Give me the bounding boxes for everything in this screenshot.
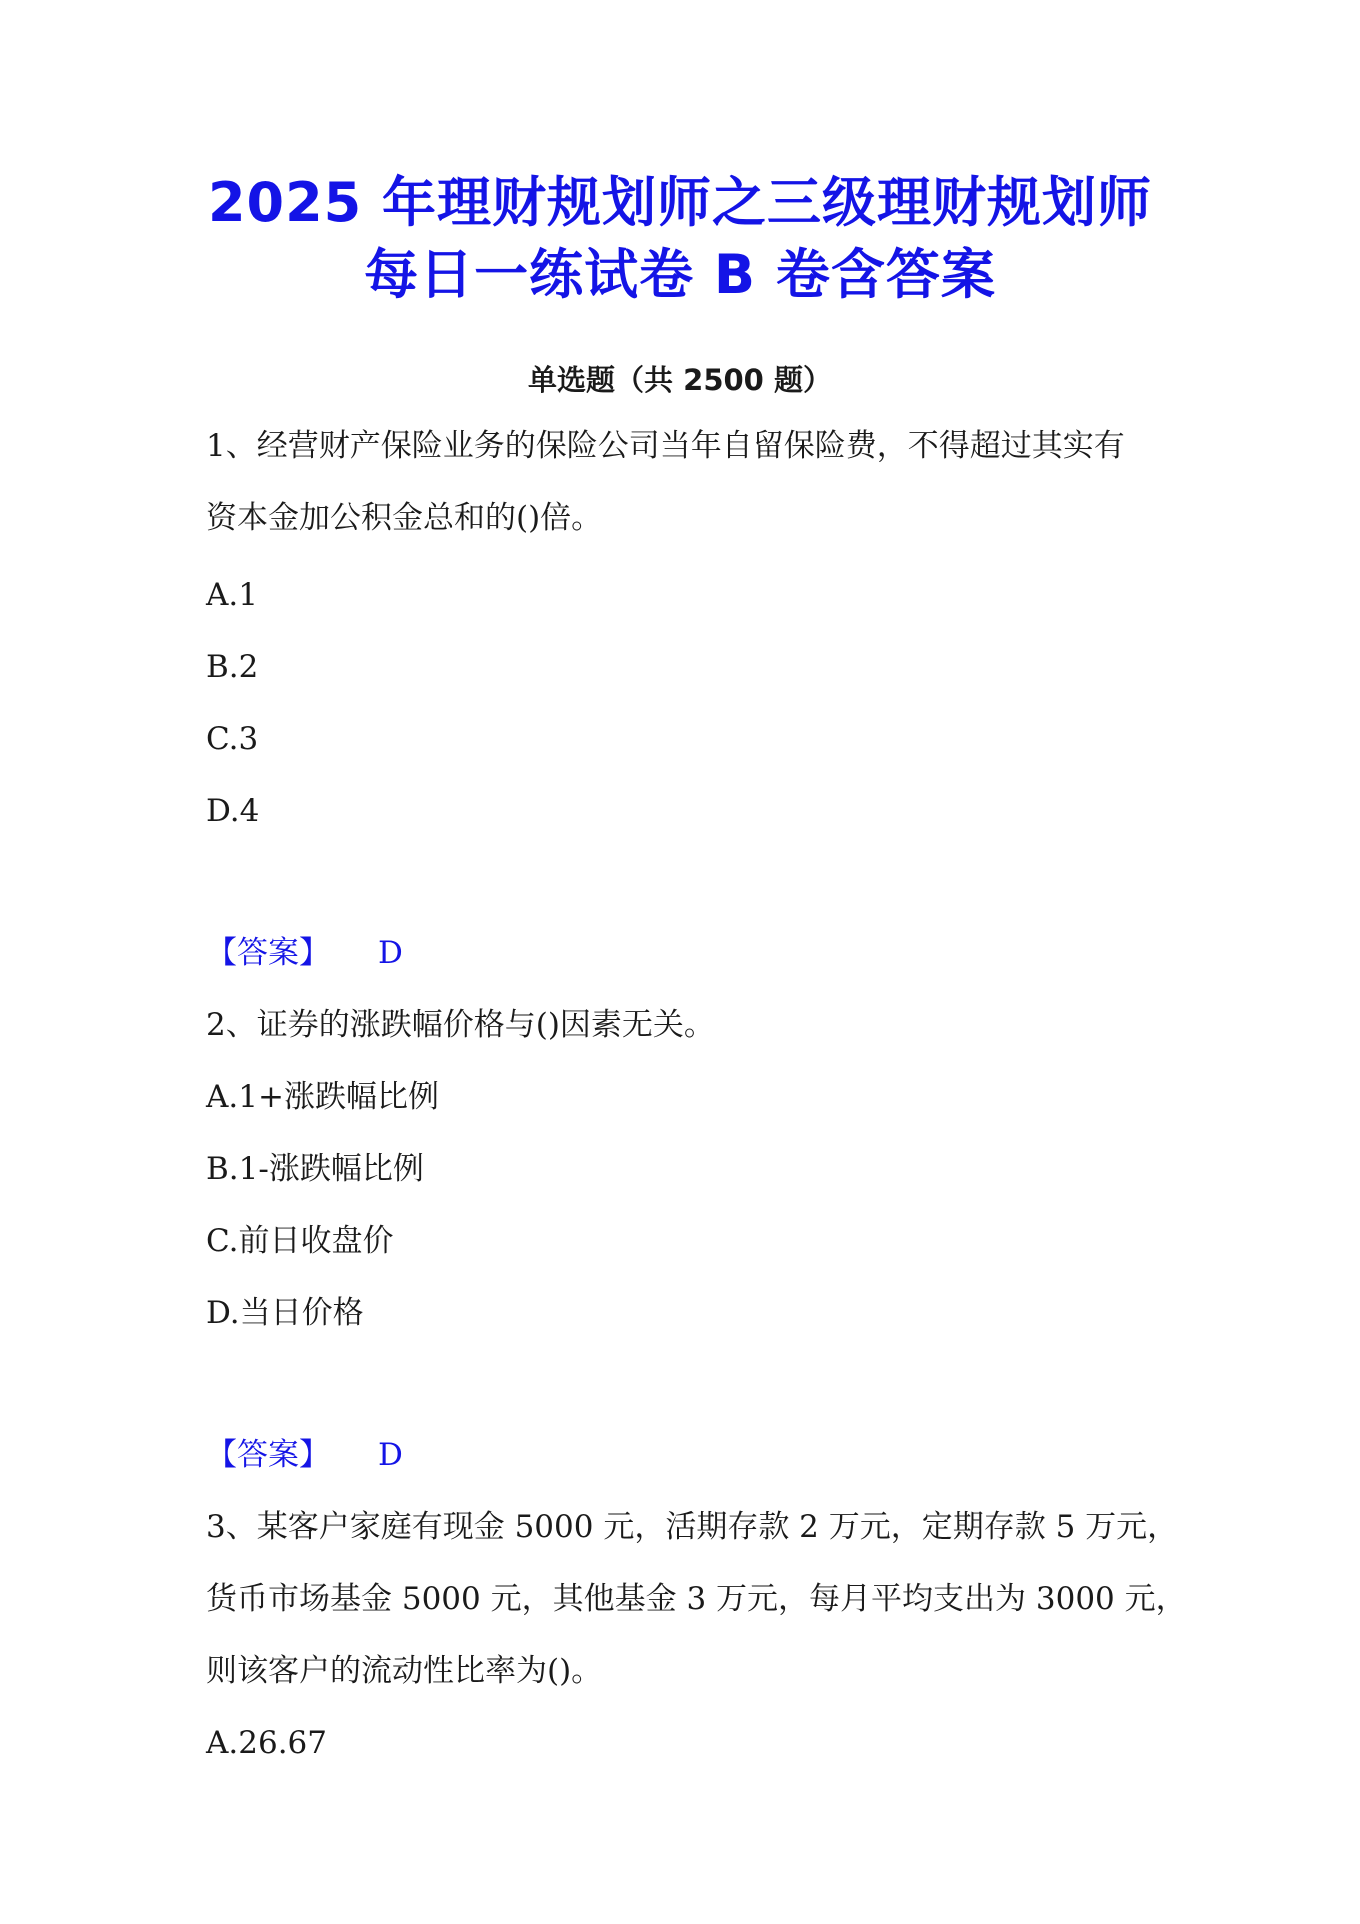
question-1-option-c: C.3 xyxy=(206,721,259,757)
question-2-option-a: A.1+涨跌幅比例 xyxy=(206,1079,439,1115)
section-heading: 单选题（共 2500 题） xyxy=(528,363,832,397)
answer-value: D xyxy=(378,935,403,971)
question-1-stem-line-1: 1、经营财产保险业务的保险公司当年自留保险费，不得超过其实有 xyxy=(206,428,1125,464)
question-2-option-b: B.1-涨跌幅比例 xyxy=(206,1151,424,1187)
question-1-option-d: D.4 xyxy=(206,793,260,829)
question-1-stem-line-2: 资本金加公积金总和的()倍。 xyxy=(206,500,603,536)
question-2-option-c: C.前日收盘价 xyxy=(206,1223,394,1259)
document-title-line-1: 2025 年理财规划师之三级理财规划师 xyxy=(207,171,1153,234)
answer-value: D xyxy=(378,1437,403,1473)
question-2-answer xyxy=(206,1434,403,1476)
document-title-line-2: 每日一练试卷 B 卷含答案 xyxy=(364,243,996,306)
question-1-answer xyxy=(206,932,403,974)
question-1-option-a: A.1 xyxy=(206,577,258,613)
question-3-stem-line-3: 则该客户的流动性比率为()。 xyxy=(206,1653,603,1689)
question-3-stem-line-1: 3、某客户家庭有现金 5000 元，活期存款 2 万元，定期存款 5 万元， xyxy=(206,1509,1179,1545)
question-3-option-a: A.26.67 xyxy=(206,1725,327,1761)
answer-label: 【答案】 xyxy=(206,935,330,971)
question-1-option-b: B.2 xyxy=(206,649,259,685)
question-3-stem-line-2: 货币市场基金 5000 元，其他基金 3 万元，每月平均支出为 3000 元， xyxy=(206,1581,1187,1617)
answer-label: 【答案】 xyxy=(206,1437,330,1473)
question-2-stem-line-1: 2、证券的涨跌幅价格与()因素无关。 xyxy=(206,1007,715,1043)
question-2-option-d: D.当日价格 xyxy=(206,1295,364,1331)
